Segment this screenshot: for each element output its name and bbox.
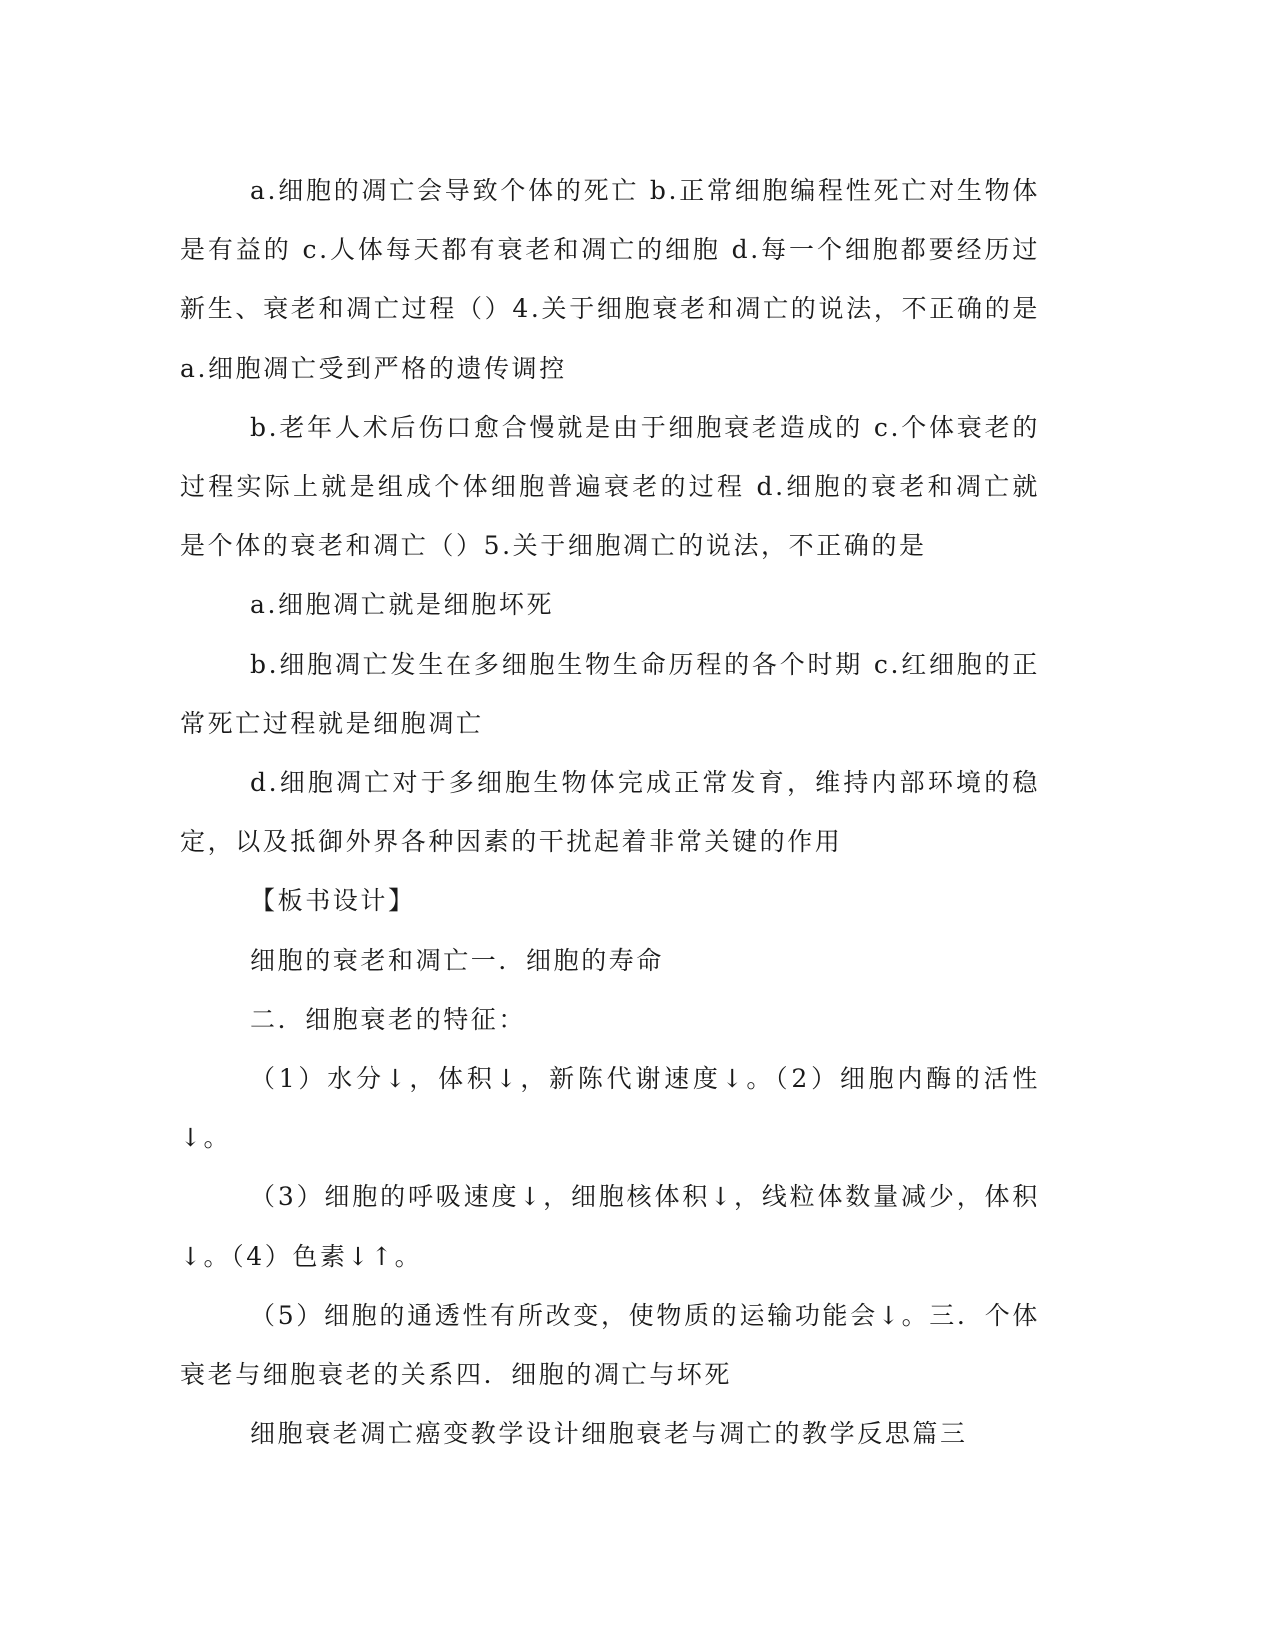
paragraph-question-5-options-bc: b.细胞凋亡发生在多细胞生物生命历程的各个时期 c.红细胞的正常死亡过程就是细胞凋亡 bbox=[180, 649, 1040, 738]
feature-list-item-5: （5）细胞的通透性有所改变，使物质的运输功能会↓。三．个体衰老与细胞衰老的关系四．细胞的凋亡与坏死 bbox=[180, 1300, 1040, 1390]
outline-item-1: 细胞的衰老和凋亡一．细胞的寿命 bbox=[250, 945, 665, 975]
feature-list-item-3-4: （3）细胞的呼吸速度↓，细胞核体积↓，线粒体数量减少，体积↓。（4）色素↓↑。 bbox=[180, 1182, 1040, 1271]
outline-item-2: 二．细胞衰老的特征： bbox=[250, 1004, 527, 1034]
paragraph-question-4-options: b.老年人术后伤口愈合慢就是由于细胞衰老造成的 c.个体衰老的过程实际上就是组成个体细胞普遍衰老的过程 d.细胞的衰老和凋亡就是个体的衰老和凋亡（）5.关于细胞凋亡的说法，不正确的是 bbox=[180, 412, 1040, 561]
closing-title-line: 细胞衰老凋亡癌变教学设计细胞衰老与凋亡的教学反思篇三 bbox=[250, 1419, 968, 1449]
paragraph-question-5-option-d: d.细胞凋亡对于多细胞生物体完成正常发育，维持内部环境的稳定，以及抵御外界各种因素的干扰起着非常关键的作用 bbox=[180, 768, 1040, 857]
feature-list-item-1-2: （1）水分↓，体积↓，新陈代谢速度↓。（2）细胞内酶的活性↓。 bbox=[180, 1064, 1040, 1153]
paragraph-question-5-option-a: a.细胞凋亡就是细胞坏死 bbox=[250, 590, 555, 620]
document-page bbox=[180, 161, 1040, 1463]
paragraph-question-3-options: a.细胞的凋亡会导致个体的死亡 b.正常细胞编程性死亡对生物体是有益的 c.人体每天都有衰老和凋亡的细胞 d.每一个细胞都要经历过新生、衰老和凋亡过程（）4.关于细胞衰老和凋亡的说法，不正确的是 a.细胞凋亡受到严格的遗传调控 bbox=[180, 176, 1040, 383]
section-heading-blackboard-design: 【板书设计】 bbox=[250, 886, 416, 916]
